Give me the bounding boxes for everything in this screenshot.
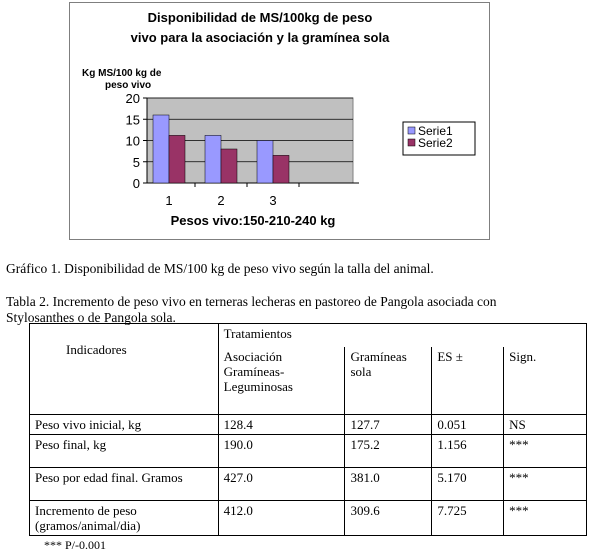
table-row: [30, 501, 587, 536]
subheader-gramineas: Gramíneas sola: [345, 347, 432, 414]
table-row: [30, 468, 587, 501]
bar: [273, 155, 289, 183]
y-axis-label-line: Kg MS/100 kg de: [82, 68, 162, 79]
y-axis-label-line: peso vivo: [105, 80, 152, 91]
bar: [257, 141, 273, 184]
row-label: Peso final, kg: [30, 435, 219, 468]
subheader-asociacion: Asociación Gramíneas-Leguminosas: [218, 347, 345, 414]
table-cell: 309.6: [345, 501, 432, 536]
y-tick-label: 0: [132, 176, 140, 191]
table-cell: 1.156: [432, 435, 504, 468]
legend-label: Serie1: [418, 124, 453, 138]
legend-swatch: [408, 127, 415, 134]
bar: [205, 135, 221, 183]
table-title-line-2: Stylosanthes o de Pangola sola.: [6, 310, 176, 325]
y-tick-label: 15: [125, 112, 140, 128]
table-cell: 5.170: [432, 468, 504, 501]
table-cell: 0.051: [432, 415, 504, 435]
y-tick-label: 20: [125, 91, 140, 106]
bar: [221, 149, 237, 183]
legend-swatch: [408, 139, 415, 146]
table-title-line-1: Tabla 2. Incremento de peso vivo en terneras lecheras en pastoreo de Pangola asociada con: [6, 294, 497, 309]
legend-label: Serie2: [418, 136, 453, 150]
table-cell: 381.0: [345, 468, 432, 501]
table-cell: 128.4: [218, 415, 345, 435]
chart-title-line: Disponibilidad de MS/100kg de peso: [147, 10, 373, 25]
table-cell: 190.0: [218, 435, 345, 468]
treatments-header: Tratamientos: [218, 324, 586, 348]
chart-figure: [69, 2, 490, 240]
subheader-sign: Sign.: [504, 347, 587, 414]
table-row: [30, 435, 587, 468]
subheader-es: ES ±: [432, 347, 504, 414]
table-header-row: [30, 324, 587, 348]
table-title: [6, 294, 496, 326]
figure-caption: Gráfico 1. Disponibilidad de MS/100 kg de peso vivo según la talla del animal.: [6, 261, 434, 276]
table-cell: 427.0: [218, 468, 345, 501]
indicators-header: Indicadores: [30, 324, 219, 415]
y-tick-label: 5: [132, 154, 140, 170]
x-axis-label: Pesos vivo:150-210-240 kg: [170, 213, 336, 228]
table-cell: 7.725: [432, 501, 504, 536]
chart-title-line: vivo para la asociación y la gramínea sola: [130, 30, 390, 45]
table-cell: 412.0: [218, 501, 345, 536]
results-table: [29, 323, 587, 536]
bar: [169, 135, 185, 183]
table-row: [30, 415, 587, 435]
table-cell: ***: [504, 501, 587, 536]
table-cell: ***: [504, 435, 587, 468]
table-cell: 127.7: [345, 415, 432, 435]
row-label: Peso por edad final. Gramos: [30, 468, 219, 501]
row-label: Peso vivo inicial, kg: [30, 415, 219, 435]
x-tick-label: 2: [217, 193, 225, 208]
table-cell: ***: [504, 468, 587, 501]
row-label: Incremento de peso (gramos/animal/dia): [30, 501, 219, 536]
table-cell: 175.2: [345, 435, 432, 468]
x-tick-label: 1: [165, 193, 173, 208]
footnote: *** P/-0.001: [44, 538, 107, 552]
bar-chart: [70, 3, 491, 241]
x-tick-label: 3: [269, 193, 277, 208]
bar: [153, 115, 169, 183]
table-cell: NS: [504, 415, 587, 435]
y-tick-label: 10: [125, 133, 140, 149]
